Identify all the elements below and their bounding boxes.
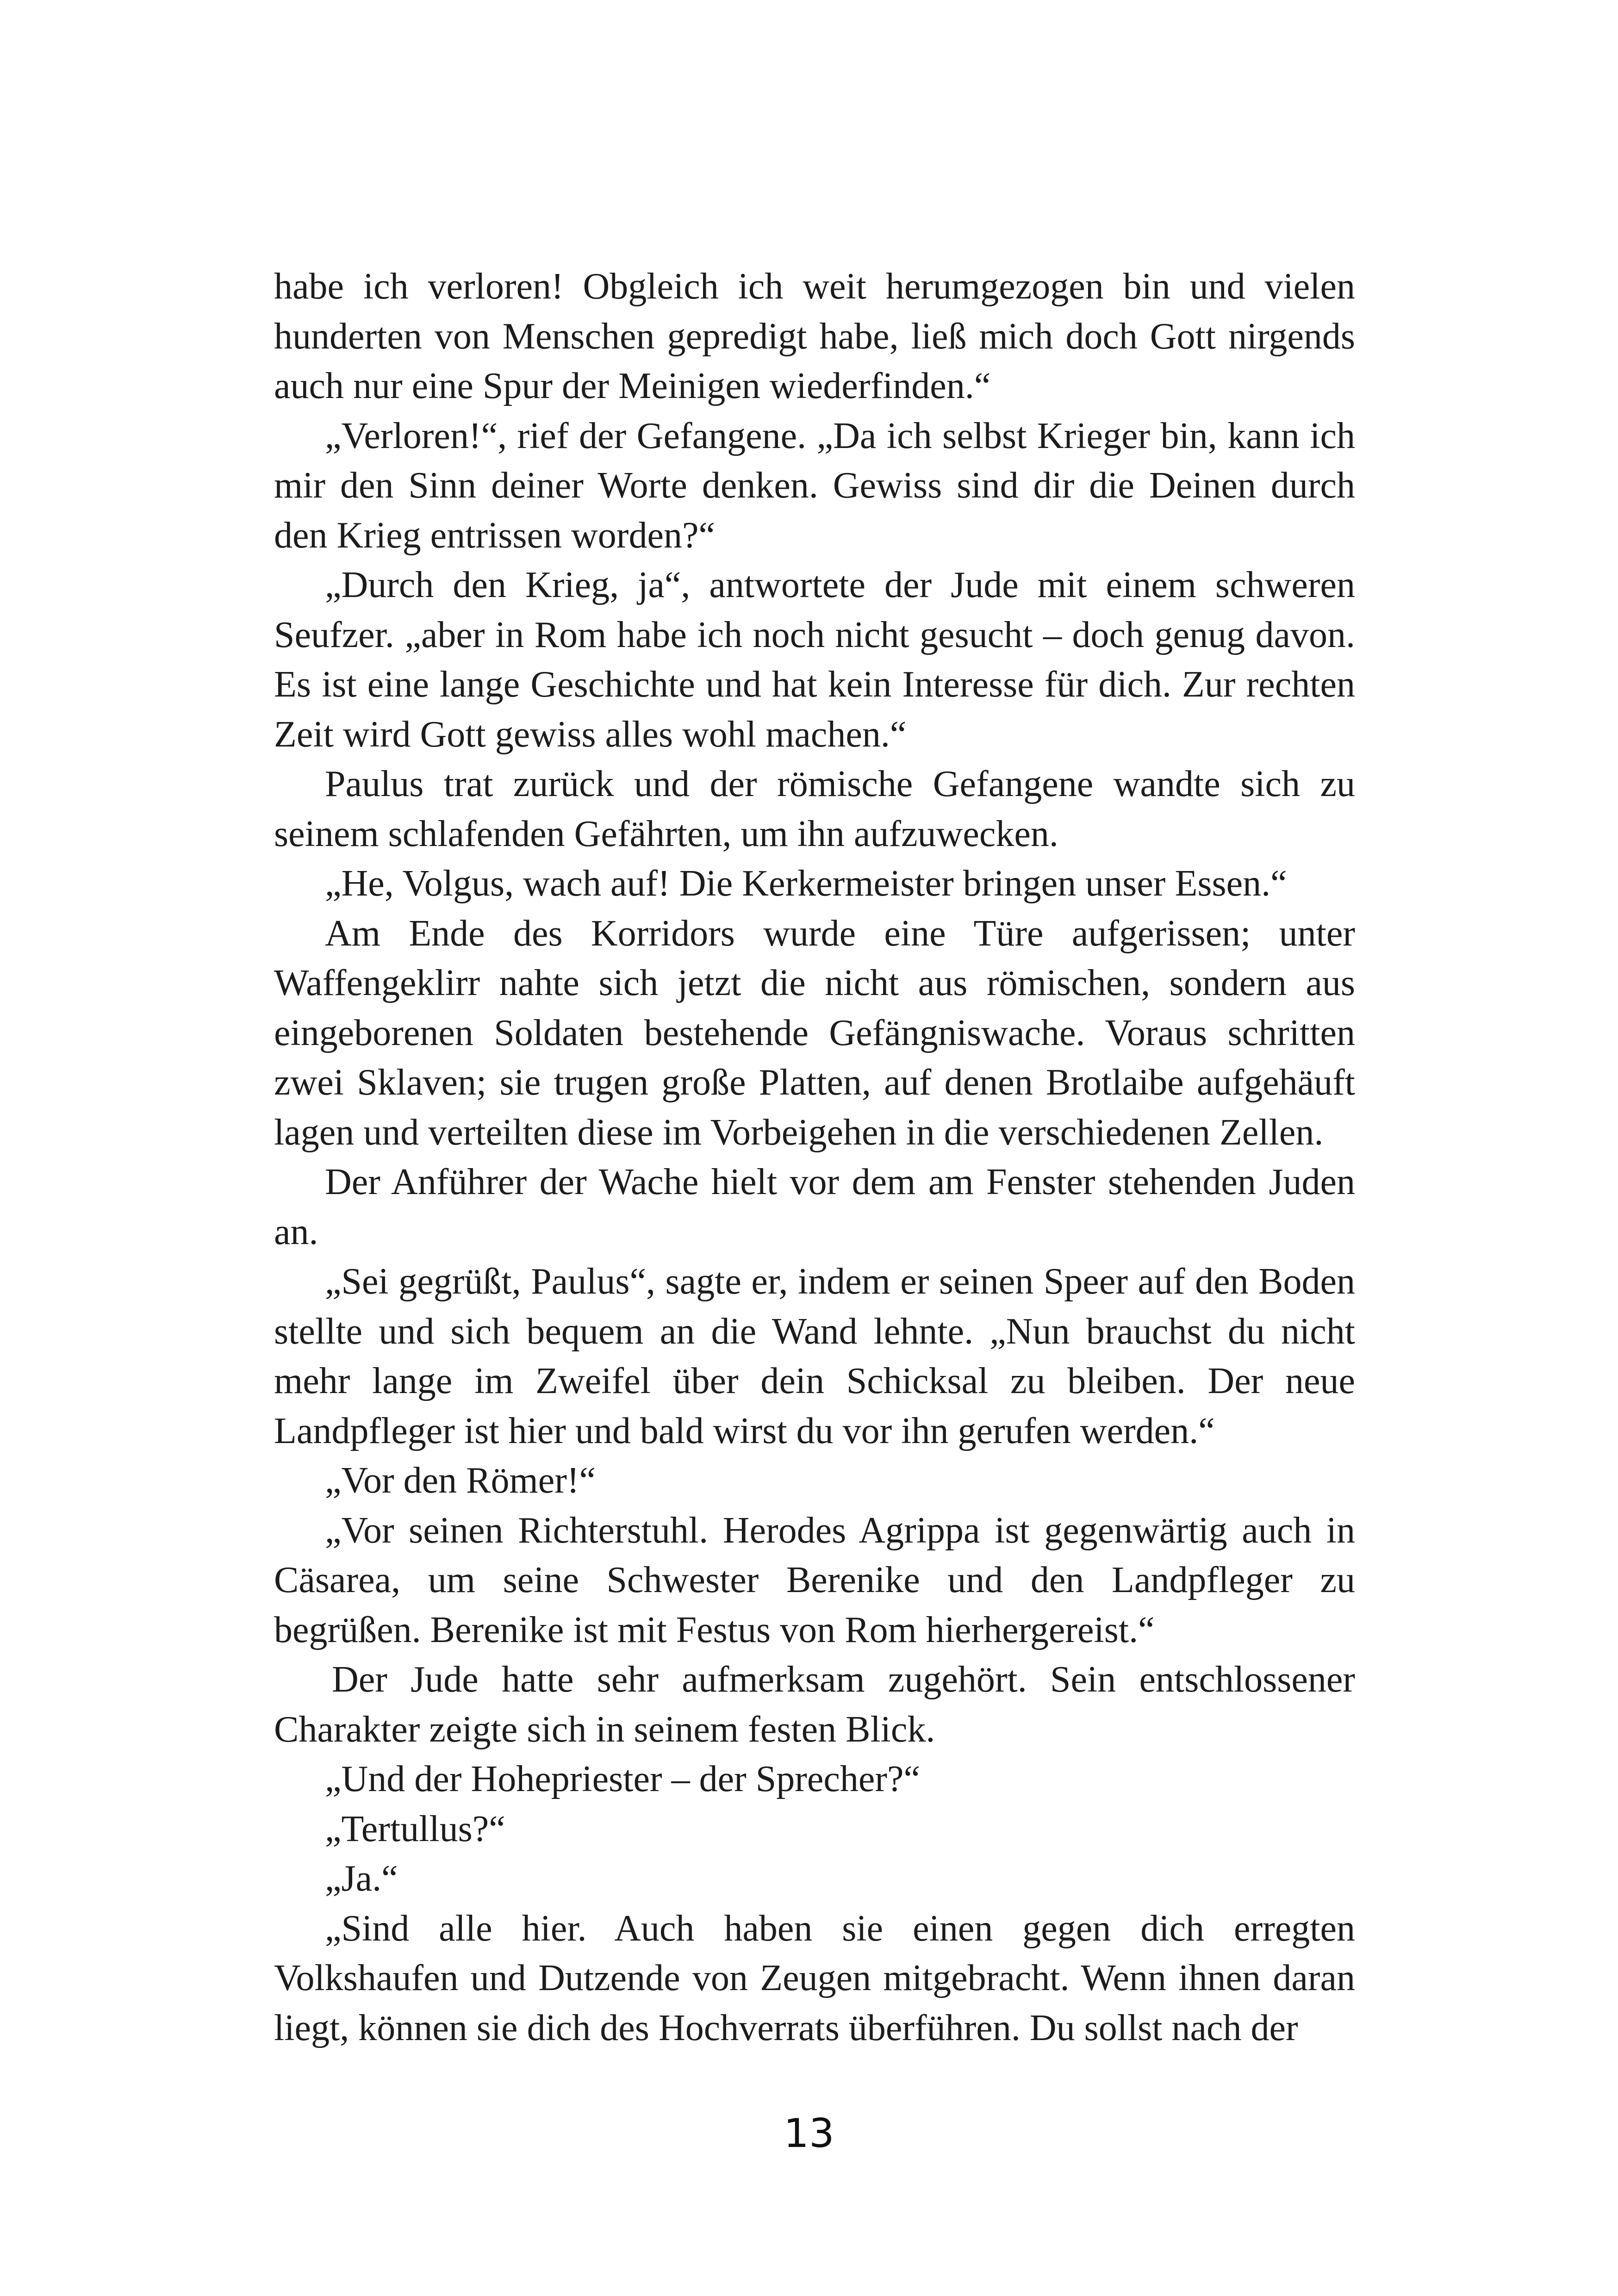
paragraph: Der Jude hatte sehr aufmerksam zugehört. Sein entschlossener Charakter zeigte sich in seinem festen Blick. <box>274 1659 1355 1750</box>
page-number: 13 <box>784 2110 834 2157</box>
paragraph: „Tertullus?“ <box>325 1808 505 1849</box>
paragraph: „Vor den Römer!“ <box>325 1460 596 1501</box>
paragraph: Paulus trat zurück und der römische Gefangene wandte sich zu seinem schlafenden Gefährten, um ihn aufzuwecken. <box>274 764 1355 854</box>
body-text <box>274 262 1355 2053</box>
paragraph: „Sei gegrüßt, Paulus“, sagte er, indem er seinen Speer auf den Boden stellte und sich bequem an die Wand lehnte. „Nun brauchst du nicht mehr lange im Zweifel über dein Schicksal zu bleiben. Der neue Landpfleger ist hier und bald wirst du vor ihn gerufen werden.“ <box>274 1261 1355 1451</box>
paragraph: habe ich verloren! Obgleich ich weit herumgezogen bin und vielen hunderten von Menschen gepredigt habe, ließ mich doch Gott nirgends auch nur eine Spur der Meinigen wiederfinden.“ <box>274 266 1355 406</box>
paragraph: „Verloren!“, rief der Gefangene. „Da ich selbst Krieger bin, kann ich mir den Sinn deiner Worte denken. Gewiss sind dir die Deinen durch den Krieg entrissen worden?“ <box>274 415 1355 556</box>
paragraph: „Und der Hohepriester – der Sprecher?“ <box>325 1759 921 1799</box>
paragraph: „Sind alle hier. Auch haben sie einen gegen dich erregten Volkshaufen und Dutzende von Zeugen mitgebracht. Wenn ihnen daran liegt, können sie dich des Hochverrats überführen. Du sollst nach der <box>274 1908 1355 2048</box>
paragraph: „Ja.“ <box>325 1858 398 1899</box>
paragraph: „Vor seinen Richterstuhl. Herodes Agrippa ist gegenwärtig auch in Cäsarea, um seine Schwester Berenike und den Landpfleger zu begrüßen. Berenike ist mit Festus von Rom hierhergereist.“ <box>274 1510 1355 1650</box>
paragraph: Der Anführer der Wache hielt vor dem am Fenster stehenden Juden an. <box>274 1162 1355 1252</box>
paragraph: Am Ende des Korridors wurde eine Türe aufgerissen; unter Waffengeklirr nahte sich jetzt die nicht aus römischen, sondern aus eingeborenen Soldaten bestehende Gefängniswache. Voraus schritten zwei Sklaven; sie trugen große Platten, auf denen Brotlaibe aufgehäuft lagen und verteilten diese im Vorbeigehen in die verschiedenen Zellen. <box>274 913 1355 1153</box>
paragraph: „Durch den Krieg, ja“, antwortete der Jude mit einem schweren Seufzer. „aber in Rom habe ich noch nicht gesucht – doch genug davon. Es ist eine lange Geschichte und hat kein Interesse für dich. Zur rechten Zeit wird Gott gewiss alles wohl machen.“ <box>274 565 1355 755</box>
paragraph: „He, Volgus, wach auf! Die Kerkermeister bringen unser Essen.“ <box>325 863 1287 904</box>
